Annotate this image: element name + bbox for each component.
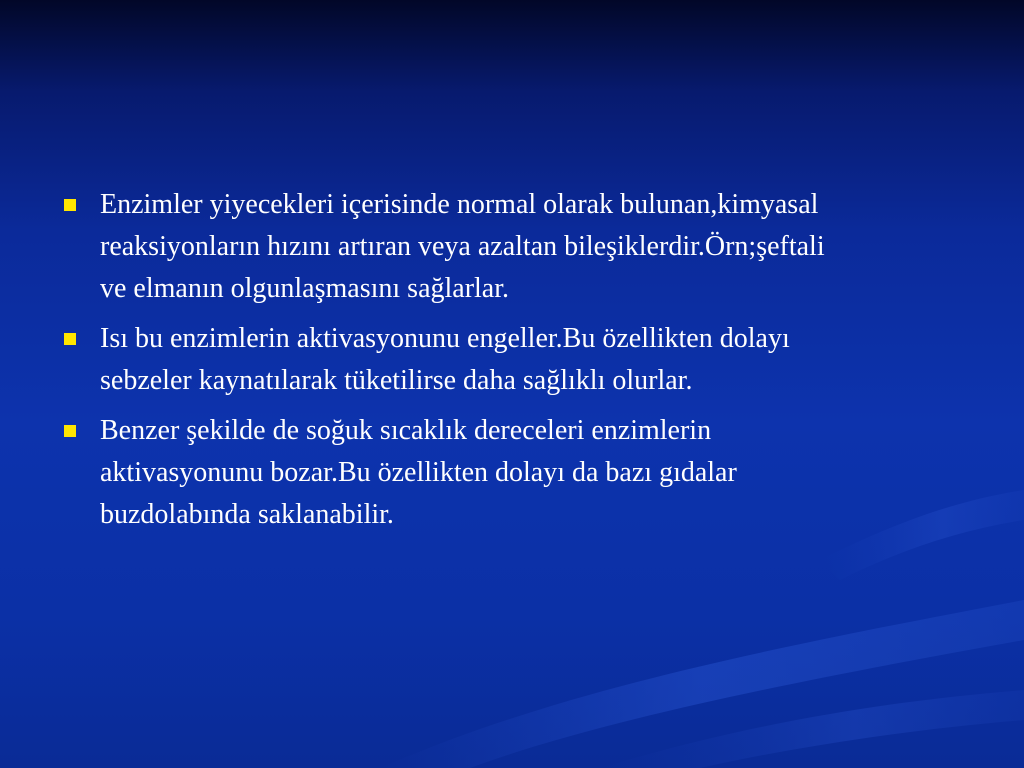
bullet-item	[62, 184, 962, 310]
bullet-text: Benzer şekilde de soğuk sıcaklık dereceleri enzimlerin aktivasyonunu bozar.Bu özellikten dolayı da bazı gıdalar buzdolabında saklanabilir.	[100, 415, 737, 530]
bullet-item	[62, 318, 962, 402]
bullet-list	[62, 184, 962, 536]
bullet-item	[62, 410, 962, 536]
square-bullet-icon	[64, 199, 76, 211]
bullet-text: Isı bu enzimlerin aktivasyonunu engeller.Bu özellikten dolayı sebzeler kaynatılarak tüketilirse daha sağlıklı olurlar.	[100, 323, 790, 396]
slide-body	[62, 184, 962, 544]
square-bullet-icon	[64, 333, 76, 345]
bullet-text: Enzimler yiyecekleri içerisinde normal olarak bulunan,kimyasal reaksiyonların hızını artıran veya azaltan bileşiklerdir.Örn;şeftali ve elmanın olgunlaşmasını sağlarlar.	[100, 189, 825, 304]
square-bullet-icon	[64, 425, 76, 437]
